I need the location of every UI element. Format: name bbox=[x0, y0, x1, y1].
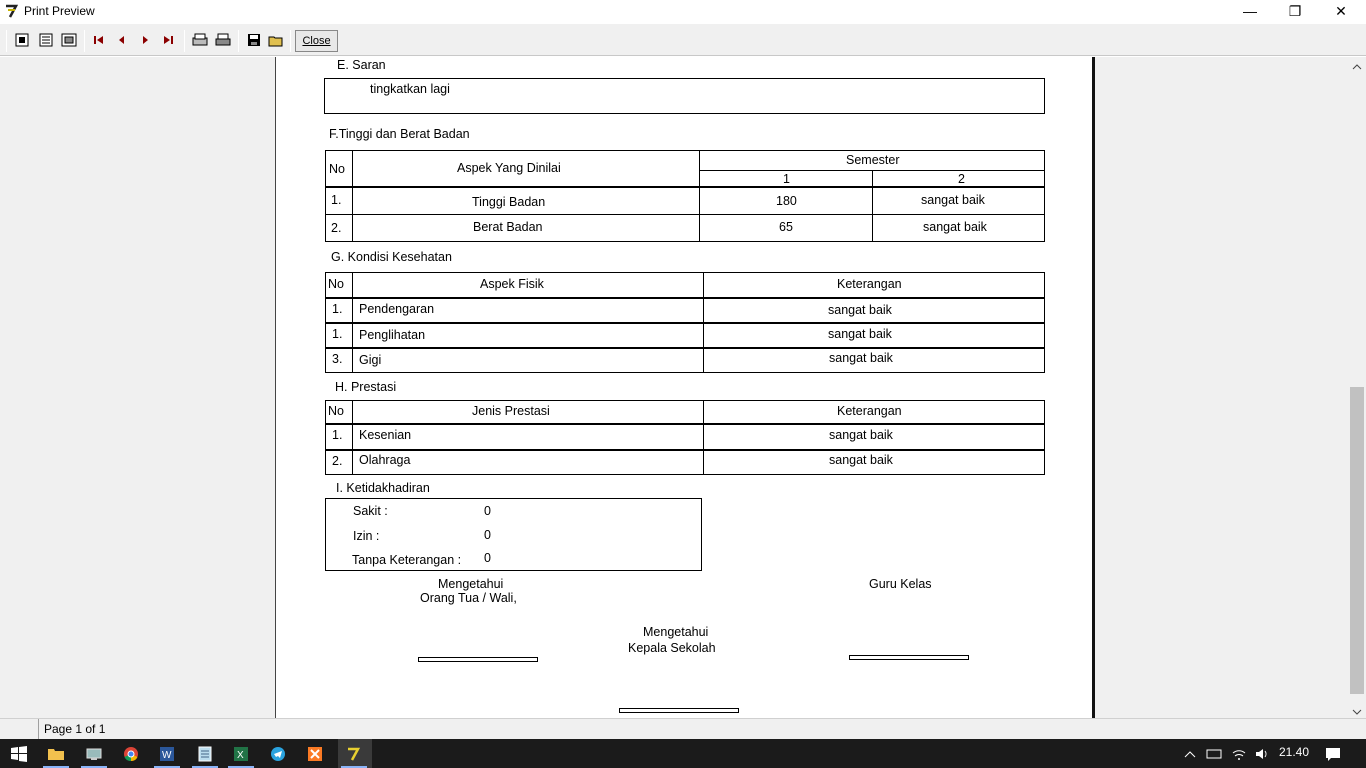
vfp-app-icon[interactable] bbox=[343, 743, 365, 765]
section-heading: I. Ketidakhadiran bbox=[336, 481, 430, 495]
minimize-button[interactable]: — bbox=[1243, 3, 1257, 19]
cell-sem1: 65 bbox=[779, 220, 793, 234]
excel-icon[interactable] bbox=[230, 743, 252, 765]
cell-aspek: Tinggi Badan bbox=[472, 195, 546, 209]
section-heading: E. Saran bbox=[337, 58, 386, 72]
close-window-button[interactable]: ✕ bbox=[1335, 3, 1347, 19]
file-explorer-icon[interactable] bbox=[45, 743, 67, 765]
cell-aspek: Gigi bbox=[359, 353, 382, 367]
ortu-signature-line bbox=[418, 657, 538, 662]
cell-keterangan: sangat baik bbox=[829, 453, 893, 467]
ortu-label: Orang Tua / Wali, bbox=[420, 591, 517, 605]
print-setup-icon[interactable] bbox=[190, 30, 210, 50]
section-heading: H. Prestasi bbox=[335, 380, 397, 394]
izin-value: 0 bbox=[484, 528, 491, 542]
keyboard-icon[interactable] bbox=[1203, 743, 1225, 765]
kepsek-signature-line bbox=[619, 708, 739, 713]
cell-sem2: sangat baik bbox=[923, 220, 987, 234]
cell-no: 2. bbox=[332, 454, 343, 468]
guru-signature-line bbox=[849, 655, 969, 660]
start-icon[interactable] bbox=[8, 743, 30, 765]
kepsek-mengetahui: Mengetahui bbox=[643, 625, 709, 639]
col-header-sem2: 2 bbox=[958, 172, 965, 186]
col-header-sem1: 1 bbox=[783, 172, 790, 186]
zoom-icon[interactable] bbox=[59, 30, 79, 50]
col-header-no: No bbox=[328, 277, 344, 291]
cell-keterangan: sangat baik bbox=[828, 327, 892, 341]
cell-no: 1. bbox=[332, 428, 343, 442]
scroll-up-icon[interactable] bbox=[1352, 60, 1362, 74]
izin-label: Izin : bbox=[353, 529, 380, 543]
col-header-keterangan: Keterangan bbox=[837, 277, 902, 291]
notepad-icon[interactable] bbox=[194, 743, 216, 765]
volume-icon[interactable] bbox=[1251, 743, 1273, 765]
col-header-semester: Semester bbox=[846, 153, 900, 167]
cell-no: 2. bbox=[331, 221, 342, 235]
guru-kelas-label: Guru Kelas bbox=[869, 577, 932, 591]
notification-icon[interactable] bbox=[1322, 743, 1344, 765]
window-title: Print Preview bbox=[24, 4, 95, 18]
col-header-aspek: Aspek Fisik bbox=[480, 277, 544, 291]
col-header-keterangan: Keterangan bbox=[837, 404, 902, 418]
taskbar bbox=[0, 739, 1366, 768]
cell-sem2: sangat baik bbox=[921, 193, 985, 207]
cell-jenis: Kesenian bbox=[359, 428, 412, 442]
tanpa-keterangan-label: Tanpa Keterangan : bbox=[352, 553, 462, 567]
cell-aspek: Berat Badan bbox=[473, 220, 543, 234]
clock[interactable]: 21.40 bbox=[1279, 745, 1310, 759]
prev-page-icon[interactable] bbox=[112, 30, 132, 50]
sakit-label: Sakit : bbox=[353, 504, 388, 518]
word-icon[interactable] bbox=[156, 743, 178, 765]
ortu-mengetahui: Mengetahui bbox=[438, 577, 504, 591]
toolbar bbox=[0, 24, 1366, 56]
cell-aspek: Penglihatan bbox=[359, 328, 426, 342]
cell-aspek: Pendengaran bbox=[359, 302, 435, 316]
cell-keterangan: sangat baik bbox=[829, 428, 893, 442]
save-icon[interactable] bbox=[244, 30, 264, 50]
print-icon[interactable] bbox=[213, 30, 233, 50]
cell-keterangan: sangat baik bbox=[828, 303, 892, 317]
xampp-icon[interactable] bbox=[304, 743, 326, 765]
wifi-icon[interactable] bbox=[1228, 743, 1250, 765]
first-page-icon[interactable] bbox=[89, 30, 109, 50]
col-header-no: No bbox=[328, 404, 344, 418]
svg-text:X: X bbox=[237, 750, 244, 761]
last-page-icon[interactable] bbox=[158, 30, 178, 50]
section-heading: G. Kondisi Kesehatan bbox=[331, 250, 452, 264]
saran-text: tingkatkan lagi bbox=[370, 82, 450, 96]
cell-no: 1. bbox=[332, 302, 343, 316]
chrome-icon[interactable] bbox=[120, 743, 142, 765]
page-indicator: Page 1 of 1 bbox=[44, 722, 106, 736]
next-page-icon[interactable] bbox=[135, 30, 155, 50]
kepsek-label: Kepala Sekolah bbox=[628, 641, 716, 655]
network-app-icon[interactable] bbox=[83, 743, 105, 765]
title-bar bbox=[0, 0, 1366, 24]
svg-text:W: W bbox=[162, 750, 172, 761]
whole-page-icon[interactable] bbox=[12, 30, 32, 50]
section-heading: F.Tinggi dan Berat Badan bbox=[329, 127, 470, 141]
prestasi-table bbox=[325, 400, 1045, 475]
cell-no: 1. bbox=[331, 193, 342, 207]
status-bar bbox=[0, 718, 1366, 739]
page-width-icon[interactable] bbox=[36, 30, 56, 50]
col-header-no: No bbox=[329, 162, 345, 176]
cell-no: 3. bbox=[332, 352, 343, 366]
restore-button[interactable]: ❐ bbox=[1288, 3, 1302, 19]
app-icon bbox=[4, 3, 20, 19]
telegram-icon[interactable] bbox=[267, 743, 289, 765]
cell-keterangan: sangat baik bbox=[829, 351, 893, 365]
cell-sem1: 180 bbox=[776, 194, 797, 208]
col-header-aspek: Aspek Yang Dinilai bbox=[457, 161, 561, 175]
report-page bbox=[275, 57, 1095, 718]
open-icon[interactable] bbox=[266, 30, 286, 50]
close-button[interactable]: Close bbox=[295, 30, 338, 52]
chevron-up-icon[interactable] bbox=[1179, 743, 1201, 765]
scroll-down-icon[interactable] bbox=[1352, 705, 1362, 719]
scroll-thumb[interactable] bbox=[1350, 387, 1364, 694]
cell-jenis: Olahraga bbox=[359, 453, 411, 467]
cell-no: 1. bbox=[332, 327, 343, 341]
preview-viewport bbox=[0, 57, 1349, 718]
sakit-value: 0 bbox=[484, 504, 491, 518]
tanpa-keterangan-value: 0 bbox=[484, 551, 491, 565]
col-header-jenis: Jenis Prestasi bbox=[472, 404, 550, 418]
